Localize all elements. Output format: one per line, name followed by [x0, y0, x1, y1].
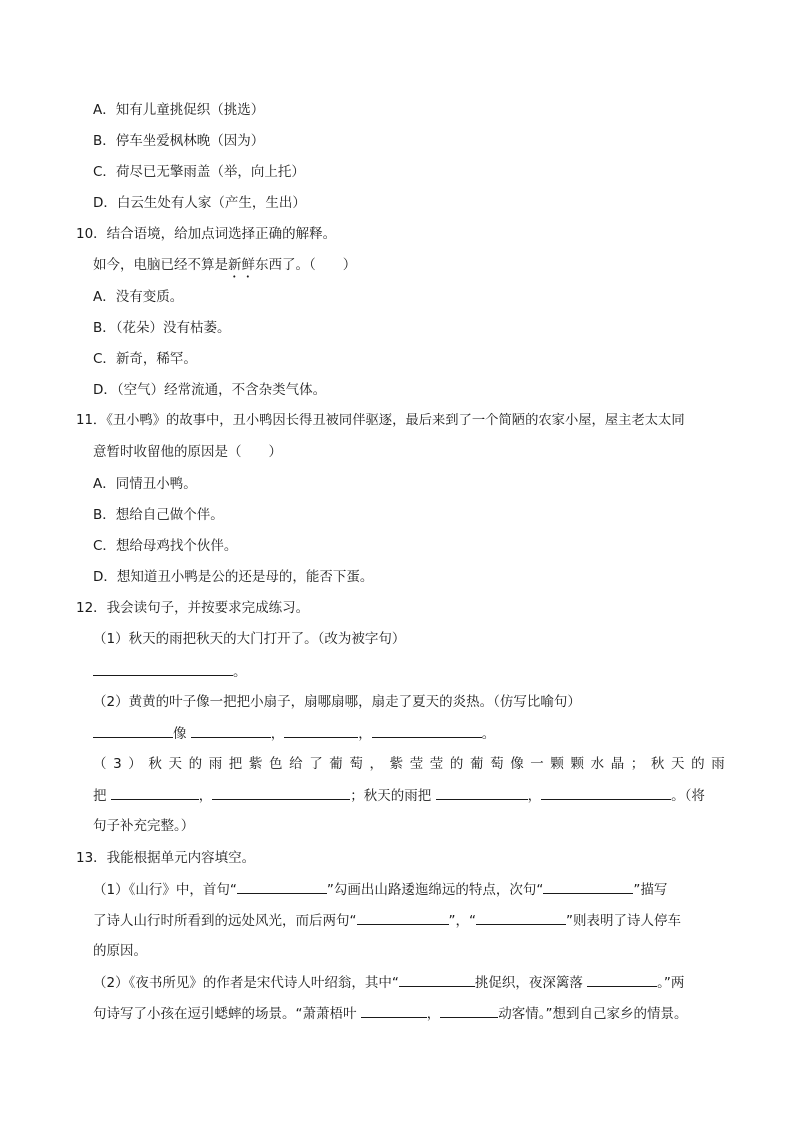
q13-part1-line1 — [93, 879, 667, 900]
option-text: 想给母鸡找个伙伴。 — [115, 538, 238, 554]
text: 了诗人山行时所看到的远处风光，而后两句“ — [93, 913, 357, 929]
q13-part2-line2 — [93, 1003, 688, 1024]
answer-blank[interactable] — [372, 723, 482, 738]
q12-part1: （1）秋天的雨把秋天的大门打开了。（改为被字句） — [93, 631, 406, 647]
option-letter: A． — [93, 102, 116, 118]
answer-blank[interactable] — [476, 910, 566, 925]
text: ”则表明了诗人停车 — [566, 913, 681, 929]
answer-blank[interactable] — [436, 785, 528, 800]
q13-stem: 13．我能根据单元内容填空。 — [76, 850, 256, 866]
option-text: 同情丑小鸭。 — [115, 476, 197, 492]
option-text: 想给自己做个伴。 — [115, 507, 224, 523]
option-letter: A． — [93, 289, 116, 305]
option-text: 知有儿童挑促织（挑选） — [115, 102, 265, 118]
option-text: 没有变质。 — [115, 289, 184, 305]
text: ”描写 — [633, 882, 668, 898]
q10-option-a — [93, 287, 183, 307]
q10-option-c — [93, 349, 197, 369]
q12-stem: 12．我会读句子，并按要求完成练习。 — [76, 600, 310, 616]
text: ”，“ — [448, 913, 476, 929]
option-letter: B． — [93, 133, 116, 149]
option-letter: C． — [93, 351, 116, 367]
text: 句诗写了小孩在逗引蟋蟀的场景。“萧萧梧叶 — [93, 1006, 357, 1022]
option-text: 新奇，稀罕。 — [115, 351, 197, 367]
text: 挑促织，夜深篱落 — [474, 975, 583, 991]
q13-part2-line1 — [93, 972, 684, 993]
option-text: （空气）经常流通，不含杂类气体。 — [116, 382, 327, 398]
tail-text: 。（将 — [671, 788, 705, 804]
q9-option-d — [93, 193, 306, 213]
q11-stem-line2: 意暂时收留他的原因是（ ） — [93, 444, 282, 460]
answer-blank[interactable] — [399, 972, 475, 987]
q10-dotted-word: 新鲜 — [228, 257, 255, 273]
text: ， — [426, 1006, 441, 1022]
answer-blank[interactable] — [357, 910, 449, 925]
q12-part3-line2 — [93, 785, 705, 806]
answer-blank[interactable] — [440, 1003, 498, 1018]
option-letter: D． — [93, 569, 117, 585]
option-letter: D． — [93, 195, 117, 211]
q12-part2: （2）黄黄的叶子像一把把小扇子，扇哪扇哪，扇走了夏天的炎热。（仿写比喻句） — [93, 694, 581, 710]
q11-option-a — [93, 474, 197, 494]
q12-part3-line1: （3）秋天的雨把紫色给了葡萄，紫莹莹的葡萄像一颗颗水晶；秋天的雨 — [93, 756, 732, 772]
answer-blank[interactable] — [543, 879, 633, 894]
option-text: 荷尽已无擎雨盖（举，向上托） — [115, 164, 305, 180]
q12-part2-answer — [93, 723, 495, 744]
ba-word: 把 — [93, 788, 107, 804]
option-text: 白云生处有人家（产生，生出） — [116, 195, 306, 211]
answer-blank[interactable] — [191, 723, 271, 738]
semicolon-text: ；秋天的雨把 — [350, 788, 432, 804]
q10-sentence — [93, 255, 356, 281]
q11-option-c — [93, 536, 237, 556]
q13-part1-line2 — [93, 910, 681, 931]
option-letter: D． — [93, 382, 117, 398]
option-letter: C． — [93, 538, 116, 554]
answer-blank[interactable] — [361, 1003, 427, 1018]
comma: ， — [270, 726, 285, 742]
q10-option-b — [93, 318, 231, 338]
period: 。 — [481, 726, 496, 742]
q9-option-b — [93, 131, 264, 151]
like-word: 像 — [173, 726, 187, 742]
q13-part1-line3: 的原因。 — [93, 943, 147, 959]
q10-option-d — [93, 380, 326, 400]
answer-blank[interactable] — [284, 723, 358, 738]
text: （2）《夜书所见》的作者是宋代诗人叶绍翁，其中“ — [93, 975, 399, 991]
answer-blank[interactable] — [111, 785, 199, 800]
q9-option-c — [93, 162, 305, 182]
q11-option-b — [93, 505, 224, 525]
answer-blank[interactable] — [237, 879, 327, 894]
comma: ， — [527, 788, 542, 804]
option-letter: A． — [93, 476, 116, 492]
answer-blank[interactable] — [93, 661, 233, 676]
answer-blank[interactable] — [587, 972, 657, 987]
comma: ， — [358, 726, 372, 742]
q10-sentence-post: 东西了。（ ） — [255, 257, 357, 273]
q10-sentence-pre: 如今，电脑已经不算是 — [93, 257, 228, 273]
q9-option-a — [93, 100, 264, 120]
text: ”勾画出山路逶迤绵远的特点，次句“ — [326, 882, 544, 898]
text: 动客情。”想到自己家乡的情景。 — [498, 1006, 688, 1022]
period: 。 — [233, 664, 247, 680]
text: 。”两 — [657, 975, 685, 991]
option-text: （花朵）没有枯萎。 — [115, 320, 231, 336]
option-letter: B． — [93, 320, 116, 336]
comma: ， — [198, 788, 213, 804]
answer-blank[interactable] — [541, 785, 671, 800]
q10-stem: 10．结合语境，给加点词选择正确的解释。 — [76, 226, 337, 242]
option-letter: C． — [93, 164, 116, 180]
option-text: 停车坐爱枫林晚（因为） — [115, 133, 265, 149]
option-letter: B． — [93, 507, 116, 523]
q11-option-d — [93, 567, 373, 587]
answer-blank[interactable] — [212, 785, 350, 800]
q12-part1-answer — [93, 661, 247, 682]
q11-stem-line1: 11．《丑小鸭》的故事中，丑小鸭因长得丑被同伴驱逐，最后来到了一个简陋的农家小屋，屋主老太太同 — [76, 413, 685, 428]
text: （1）《山行》中，首句“ — [93, 882, 237, 898]
q12-part3-line3: 句子补充完整。） — [93, 818, 195, 834]
answer-blank[interactable] — [93, 723, 173, 738]
option-text: 想知道丑小鸭是公的还是母的，能否下蛋。 — [116, 569, 374, 585]
